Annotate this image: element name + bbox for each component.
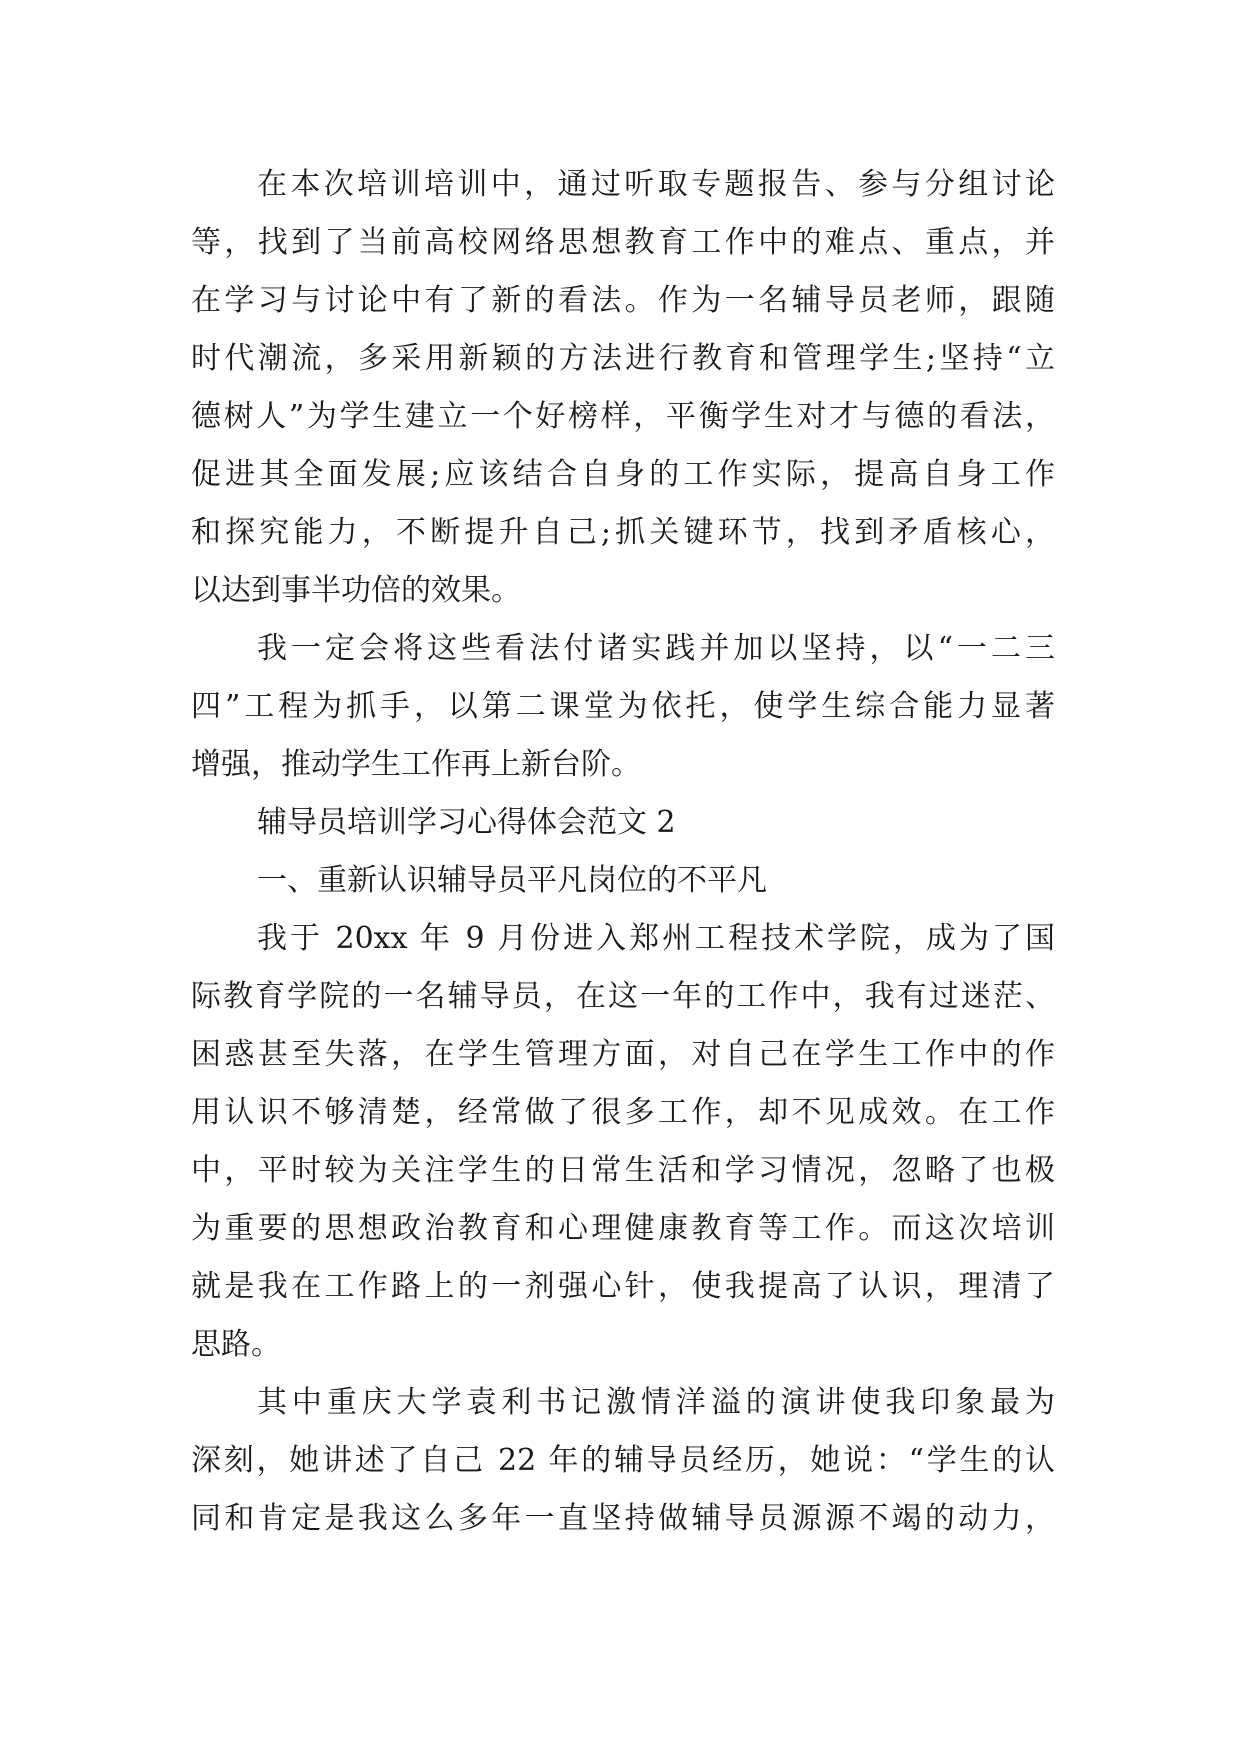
text-line: 四”工程为抓手，以第二课堂为依托，使学生综合能力显著 (191, 689, 1055, 724)
heading-line: 一、重新认识辅导员平凡岗位的不平凡 (257, 863, 767, 898)
text-line: 中，平时较为关注学生的日常生活和学习情况，忽略了也极 (191, 1153, 1055, 1188)
document-body (191, 156, 1055, 1548)
paragraph-p1 (191, 156, 1055, 620)
text-line: 等，找到了当前高校网络思想教育工作中的难点、重点，并 (191, 225, 1055, 260)
text-line: 同和肯定是我这么多年一直坚持做辅导员源源不竭的动力， (191, 1501, 1055, 1536)
text-line: 我一定会将这些看法付诸实践并加以坚持，以“一二三 (257, 631, 1055, 666)
text-line: 和探究能力，不断提升自己;抓关键环节，找到矛盾核心， (191, 515, 1055, 550)
text-line: 促进其全面发展;应该结合自身的工作实际，提高自身工作 (191, 457, 1055, 492)
text-line: 在学习与讨论中有了新的看法。作为一名辅导员老师，跟随 (191, 283, 1055, 318)
subsection-heading (191, 852, 1055, 910)
text-line: 深刻，她讲述了自己 22 年的辅导员经历，她说：“学生的认 (191, 1443, 1055, 1478)
paragraph-p5 (191, 910, 1055, 1374)
text-line: 以达到事半功倍的效果。 (191, 573, 521, 608)
text-line: 时代潮流，多采用新颖的方法进行教育和管理学生;坚持“立 (191, 341, 1055, 376)
text-line: 为重要的思想政治教育和心理健康教育等工作。而这次培训 (191, 1211, 1055, 1246)
paragraph-p6 (191, 1374, 1055, 1548)
text-line: 思路。 (191, 1327, 281, 1362)
text-line: 在本次培训培训中，通过听取专题报告、参与分组讨论 (257, 167, 1055, 202)
text-line: 德树人”为学生建立一个好榜样，平衡学生对才与德的看法， (191, 399, 1055, 434)
paragraph-p2 (191, 620, 1055, 794)
section-heading (191, 794, 1055, 852)
text-line: 其中重庆大学袁利书记激情洋溢的演讲使我印象最为 (257, 1385, 1055, 1420)
text-line: 增强，推动学生工作再上新台阶。 (191, 747, 641, 782)
text-line: 用认识不够清楚，经常做了很多工作，却不见成效。在工作 (191, 1095, 1055, 1130)
text-line: 际教育学院的一名辅导员，在这一年的工作中，我有过迷茫、 (191, 979, 1055, 1014)
heading-line: 辅导员培训学习心得体会范文 2 (257, 805, 676, 840)
text-line: 我于 20xx 年 9 月份进入郑州工程技术学院，成为了国 (257, 921, 1055, 956)
text-line: 就是我在工作路上的一剂强心针，使我提高了认识，理清了 (191, 1269, 1055, 1304)
text-line: 困惑甚至失落，在学生管理方面，对自己在学生工作中的作 (191, 1037, 1055, 1072)
